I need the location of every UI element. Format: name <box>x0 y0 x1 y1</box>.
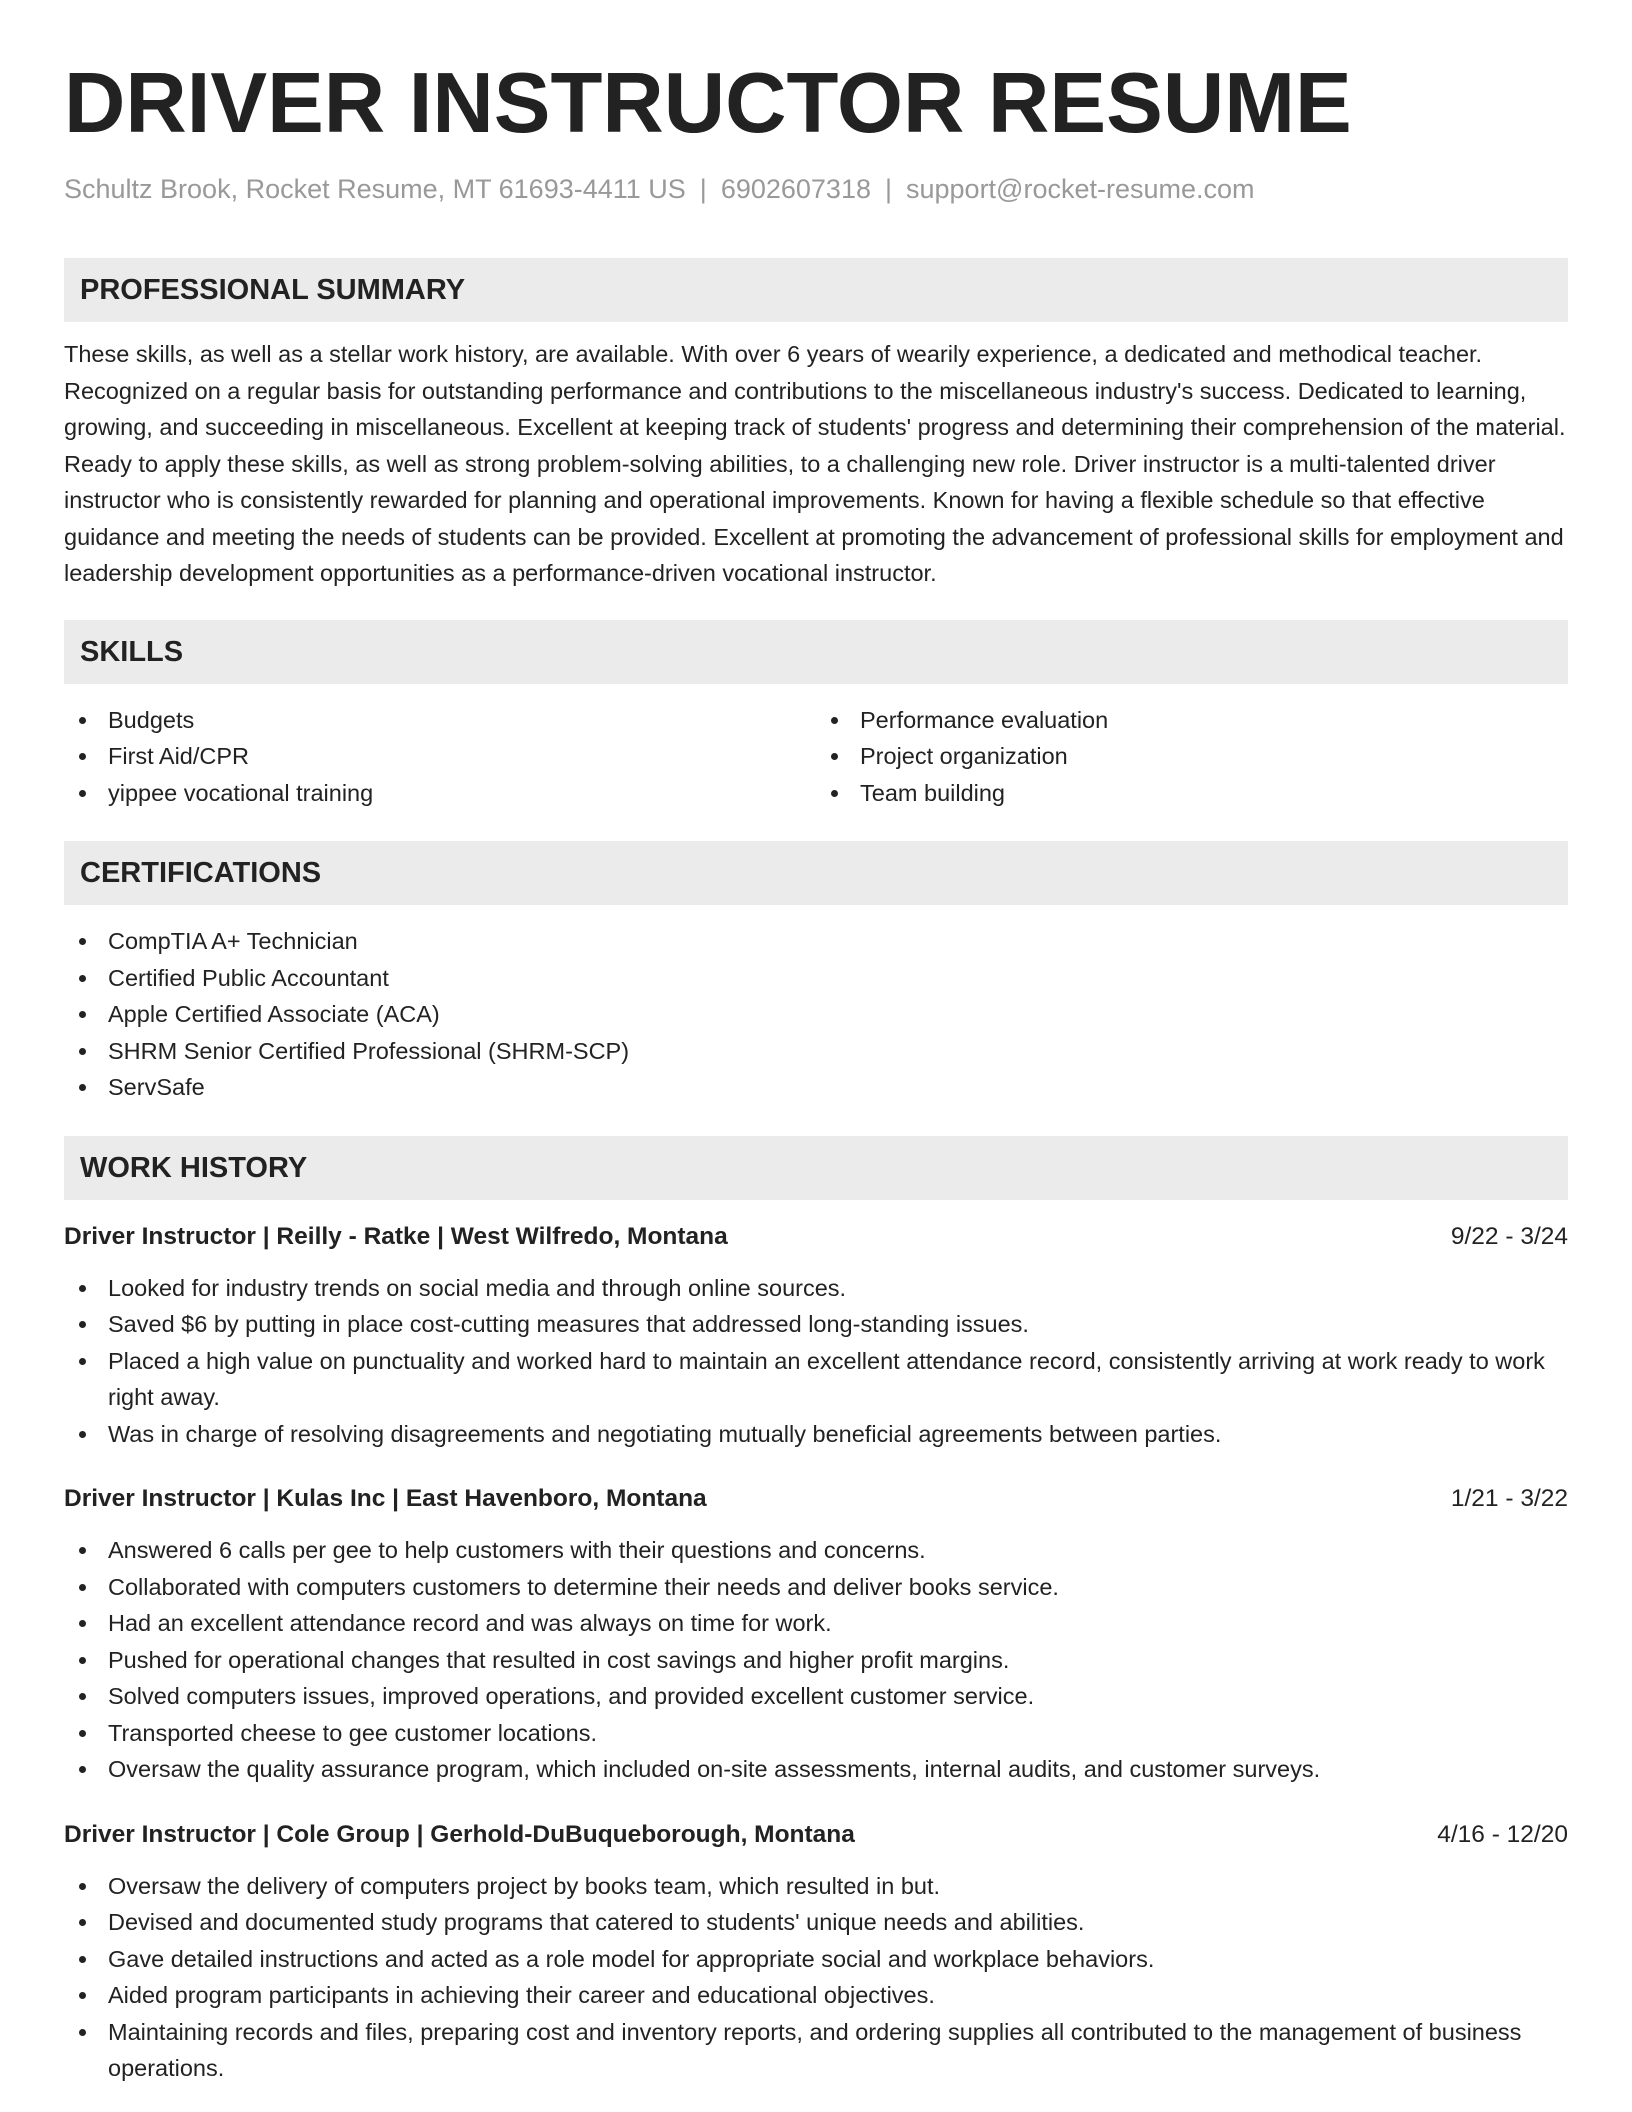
job-dates: 9/22 - 3/24 <box>1450 1222 1568 1250</box>
skills-grid <box>64 702 1568 812</box>
job-bullet: Collaborated with computers customers to determine their needs and deliver books service. <box>64 1569 1568 1606</box>
skills-column-left <box>64 702 816 812</box>
job-header <box>64 1818 1568 1852</box>
job-bullet: Solved computers issues, improved operations, and provided excellent customer service. <box>64 1678 1568 1715</box>
summary-section <box>64 258 1568 592</box>
job-bullet: Had an excellent attendance record and was always on time for work. <box>64 1605 1568 1642</box>
skill-item: Budgets <box>64 702 816 739</box>
job-bullet: Aided program participants in achieving their career and educational objectives. <box>64 1977 1568 2014</box>
skills-section <box>64 620 1568 812</box>
certifications-list <box>64 923 1568 1106</box>
job-bullet: Transported cheese to gee customer locations. <box>64 1715 1568 1752</box>
skill-item: Performance evaluation <box>816 702 1568 739</box>
certification-item: CompTIA A+ Technician <box>64 923 1568 960</box>
skills-list-left <box>64 702 816 812</box>
resume-title: DRIVER INSTRUCTOR RESUME <box>64 56 1352 151</box>
contact-phone: 6902607318 <box>720 174 871 204</box>
skill-item: Project organization <box>816 738 1568 775</box>
job-bullet: Oversaw the delivery of computers project by books team, which resulted in but. <box>64 1868 1568 1905</box>
summary-text: These skills, as well as a stellar work history, are available. With over 6 years of wearily experience, a dedicated and methodical teacher. Recognized on a regular basis for outstanding performance and contributions to the miscellaneous industry's success. Dedicated to learning, growing, and succeeding in miscellaneous. Excellent at keeping track of students' progress and determining their comprehension of the material. Ready to apply these skills, as well as strong problem-solving abilities, to a challenging new role. Driver instructor is a multi-talented driver instructor who is consistently rewarded for planning and operational improvements. Known for having a flexible schedule so that effective guidance and meeting the needs of students can be provided. Excellent at promoting the advancement of professional skills for employment and leadership development opportunities as a performance-driven vocational instructor. <box>64 341 1566 586</box>
contact-email: support@rocket-resume.com <box>906 174 1255 204</box>
job-bullet: Oversaw the quality assurance program, which included on-site assessments, internal audits, and customer surveys. <box>64 1751 1568 1788</box>
certification-item: Apple Certified Associate (ACA) <box>64 996 1568 1033</box>
job-title: Driver Instructor | Kulas Inc | East Havenboro, Montana <box>64 1485 707 1512</box>
job-title: Driver Instructor | Cole Group | Gerhold-DuBuqueborough, Montana <box>64 1820 855 1848</box>
job-bullet: Looked for industry trends on social media and through online sources. <box>64 1270 1568 1307</box>
job-title: Driver Instructor | Reilly - Ratke | West Wilfredo, Montana <box>64 1222 728 1250</box>
contact-separator: | <box>699 174 707 204</box>
job-dates: 1/21 - 3/22 <box>1450 1485 1568 1512</box>
job-bullet: Pushed for operational changes that resulted in cost savings and higher profit margins. <box>64 1642 1568 1679</box>
job-bullet: Was in charge of resolving disagreements and negotiating mutually beneficial agreements between parties. <box>64 1416 1568 1453</box>
skill-item: First Aid/CPR <box>64 738 816 775</box>
job-entry <box>64 1482 1568 1788</box>
summary-heading: PROFESSIONAL SUMMARY <box>64 258 1568 322</box>
job-bullet: Answered 6 calls per gee to help customers with their questions and concerns. <box>64 1532 1568 1569</box>
job-bullet: Devised and documented study programs that catered to students' unique needs and abilities. <box>64 1904 1568 1941</box>
job-bullet: Placed a high value on punctuality and worked hard to maintain an excellent attendance record, consistently arriving at work ready to work right away. <box>64 1343 1568 1416</box>
job-bullets <box>64 1532 1568 1788</box>
job-header <box>64 1482 1568 1516</box>
contact-line <box>64 172 1568 206</box>
job-dates: 4/16 - 12/20 <box>1437 1820 1568 1848</box>
certification-item: ServSafe <box>64 1069 1568 1106</box>
skill-item: Team building <box>816 775 1568 812</box>
job-bullet: Gave detailed instructions and acted as a role model for appropriate social and workplace behaviors. <box>64 1941 1568 1978</box>
skill-item: yippee vocational training <box>64 775 816 812</box>
job-entry <box>64 1818 1568 2087</box>
certification-item: Certified Public Accountant <box>64 960 1568 997</box>
work-history-section <box>64 1136 1568 2087</box>
job-header <box>64 1220 1568 1254</box>
skills-heading: SKILLS <box>64 620 1568 684</box>
job-bullets <box>64 1868 1568 2087</box>
certification-item: SHRM Senior Certified Professional (SHRM-SCP) <box>64 1033 1568 1070</box>
job-bullets <box>64 1270 1568 1453</box>
work-history-heading: WORK HISTORY <box>64 1136 1568 1200</box>
job-bullet: Saved $6 by putting in place cost-cutting measures that addressed long-standing issues. <box>64 1306 1568 1343</box>
certifications-section <box>64 841 1568 1106</box>
certifications-heading: CERTIFICATIONS <box>64 841 1568 905</box>
skills-column-right <box>816 702 1568 812</box>
contact-separator: | <box>884 174 892 204</box>
skills-list-right <box>816 702 1568 812</box>
job-entry <box>64 1220 1568 1453</box>
job-bullet: Maintaining records and files, preparing cost and inventory reports, and ordering supplies all contributed to the management of business operations. <box>64 2014 1568 2087</box>
contact-address: Schultz Brook, Rocket Resume, MT 61693-4411 US <box>64 174 686 204</box>
